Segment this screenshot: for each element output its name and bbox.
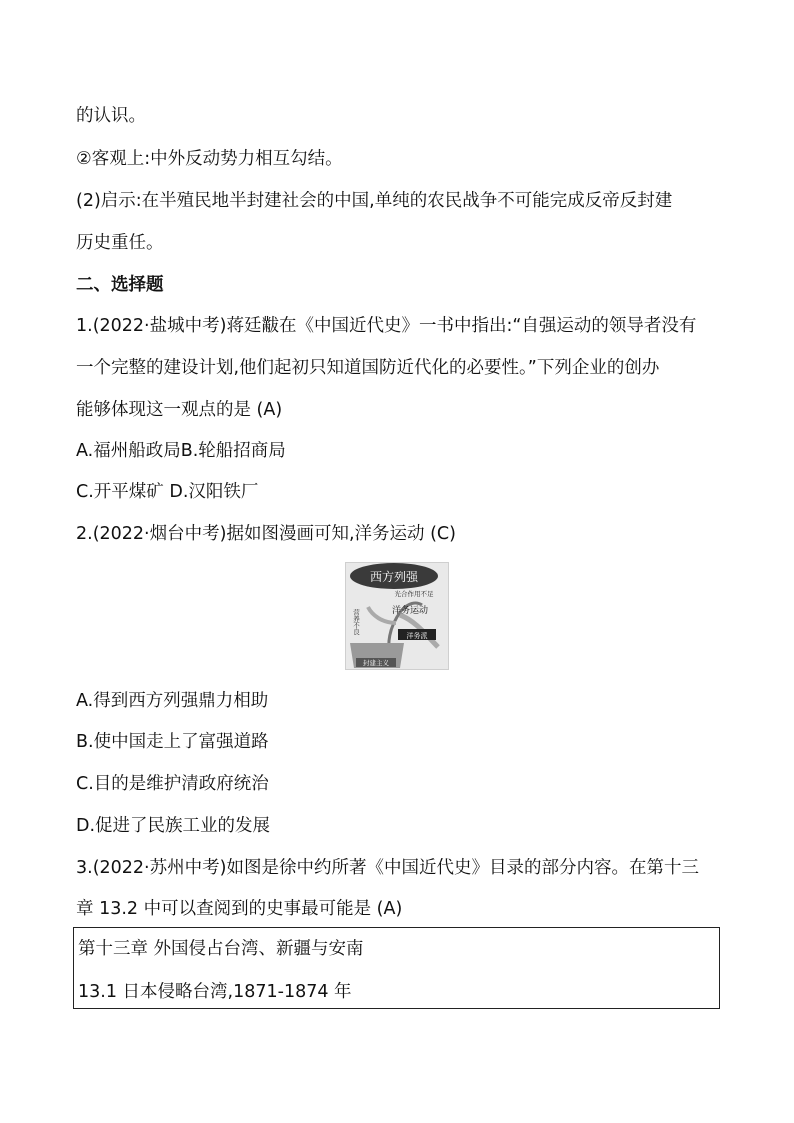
question-1-stem: 一个完整的建设计划,他们起初只知道国防近代化的必要性。”下列企业的创办 <box>76 358 660 378</box>
question-2-option-c: C.目的是维护清政府统治 <box>76 774 269 794</box>
left-label: 营养不良 <box>352 609 360 635</box>
text-line: (2)启示:在半殖民地半封建社会的中国,单纯的农民战争不可能完成反帝反封建 <box>76 191 673 211</box>
stem-label: 洋务运动 <box>391 606 429 616</box>
question-2-stem: 2.(2022·烟台中考)据如图漫画可知,洋务运动 (C) <box>76 524 456 544</box>
table-of-contents-box <box>73 927 720 1009</box>
question-2-option-d: D.促进了民族工业的发展 <box>76 816 271 836</box>
pot-label: 封建主义 <box>363 659 389 667</box>
question-2-option-b: B.使中国走上了富强道路 <box>76 732 269 752</box>
toc-section: 13.1 日本侵略台湾,1871-1874 年 <box>78 982 352 1002</box>
cartoon-drawing <box>346 563 448 669</box>
toc-chapter: 第十三章 外国侵占台湾、新疆与安南 <box>78 939 364 959</box>
tag-label: 洋务派 <box>406 632 428 640</box>
political-cartoon <box>345 562 449 670</box>
question-3-stem: 章 13.2 中可以查阅到的史事最可能是 (A) <box>76 899 403 919</box>
question-1-stem: 能够体现这一观点的是 (A) <box>76 400 283 420</box>
text-line: 历史重任。 <box>76 233 164 253</box>
question-2-option-a: A.得到西方列强鼎力相助 <box>76 691 269 711</box>
question-1-options: A.福州船政局B.轮船招商局 <box>76 441 286 461</box>
section-heading: 二、选择题 <box>76 275 164 295</box>
cloud-note: 光合作用不足 <box>394 590 434 598</box>
question-1-stem: 1.(2022·盐城中考)蒋廷黻在《中国近代史》一书中指出:“自强运动的领导者没有 <box>76 316 697 336</box>
text-line: ②客观上:中外反动势力相互勾结。 <box>76 149 343 169</box>
question-3-stem: 3.(2022·苏州中考)如图是徐中约所著《中国近代史》目录的部分内容。在第十三 <box>76 858 699 878</box>
text-line: 的认识。 <box>76 106 146 126</box>
question-1-options: C.开平煤矿 D.汉阳铁厂 <box>76 482 259 502</box>
cloud-label: 西方列强 <box>369 570 419 584</box>
